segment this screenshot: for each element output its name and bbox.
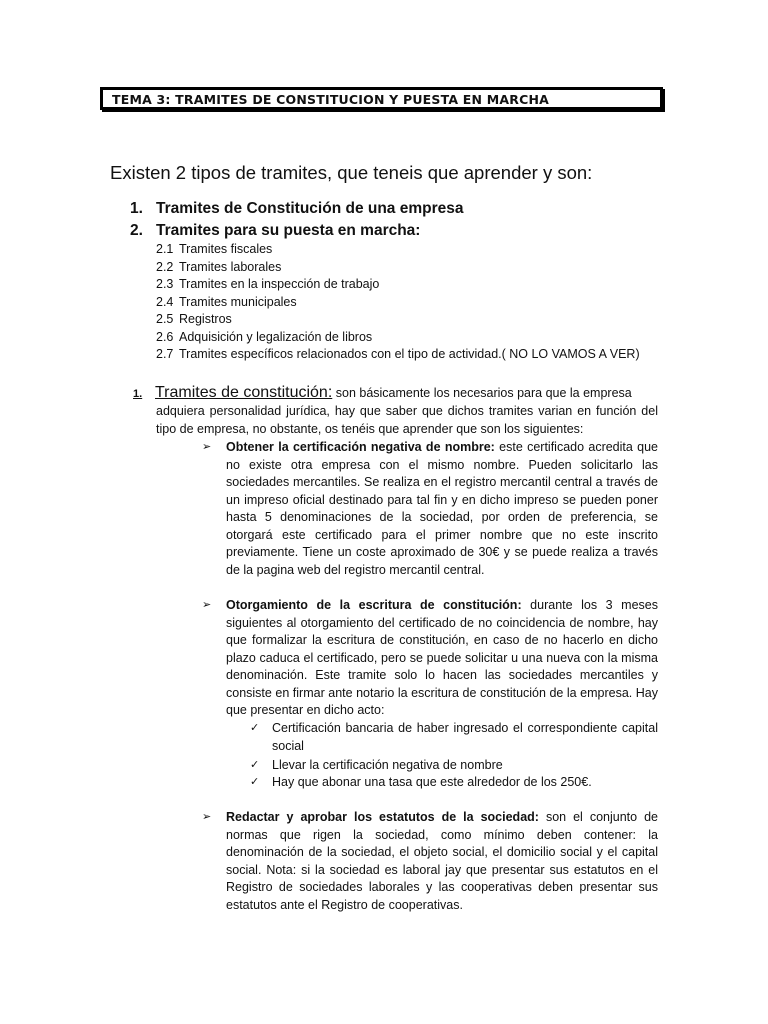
check-item [250,720,658,755]
list-label: Tramites en la inspección de trabajo [179,277,380,291]
checkmark-icon: ✓ [250,722,260,734]
check-text: Certificación bancaria de haber ingresado el correspondiente capital social [272,721,658,753]
arrow-bullet-icon: ➢ [202,599,212,611]
arrow-bullet-icon: ➢ [202,441,212,453]
list-number: 2.7 [156,347,174,361]
intro-text: Existen 2 tipos de tramites, que teneis que aprender y son: [110,162,593,183]
list-label: Adquisición y legalización de libros [179,329,373,344]
bullet-item [202,809,658,914]
sub-list-item [156,329,640,347]
bullet-text [226,597,658,720]
list-number: 2.1 [156,242,174,256]
list-number: 1. [130,200,143,217]
bullet-heading: Obtener la certificación negativa de nombre: [226,440,495,454]
checkmark-icon: ✓ [250,759,260,771]
bullet-item [202,439,658,579]
list-label: Tramites para su puesta en marcha: [156,222,421,239]
sub-list-item [156,294,640,312]
bullet-heading: Redactar y aprobar los estatutos de la sociedad: [226,810,539,824]
list-number: 2. [130,222,143,239]
main-list-item [130,198,464,220]
bullet-heading: Otorgamiento de la escritura de constitución: [226,598,522,612]
sub-list-item [156,311,640,329]
check-item [250,757,658,775]
list-number: 2.4 [156,294,174,309]
bullet-item [202,597,658,720]
list-number: 2.3 [156,277,174,291]
title-box [100,87,663,110]
sub-list-item [156,241,640,259]
list-label: Registros [179,312,232,326]
list-label: Tramites municipales [179,294,297,309]
check-text: Llevar la certificación negativa de nombre [272,758,503,772]
arrow-bullet-icon: ➢ [202,811,212,823]
sub-list [156,241,640,364]
bullet-text [226,439,658,579]
main-list [130,198,464,242]
check-text: Hay que abonar una tasa que este alrededor de los 250€. [272,775,592,789]
list-label: Tramites laborales [179,259,282,274]
sub-list-item [156,259,640,277]
section-number: 1. [133,388,143,400]
main-list-item [130,220,464,242]
bullet-body: son el conjunto de normas que rigen la sociedad, como mínimo deben contener: la denominación de la sociedad, el objeto social, el domicilio social y el capital social. Nota: si la sociedad es laboral jay que presentar sus estatutos en el Registro de sociedades laborales y las cooperativas deben presentar sus estatutos ante el Registro de cooperativas. [226,810,658,912]
list-number: 2.5 [156,312,174,326]
section-lead: son básicamente los necesarios para que la empresa [332,386,632,400]
list-label: Tramites fiscales [179,242,273,256]
list-label: Tramites de Constitución de una empresa [156,200,464,217]
sub-list-item [156,346,640,364]
bullet-body: durante los 3 meses siguientes al otorgamiento del certificado de no coincidencia de nombre, hay que formalizar la escritura de constitución, en caso de no hacerlo en dicho plazo caduca el certificado, pero se puede solicitar u una nueva con la misma denominación. Este tramite solo lo hacen las sociedades mercantiles y consiste en firmar ante notario la escritura de constitución de la empresa. Hay que presentar en dicho acto: [226,598,658,717]
list-number: 2.6 [156,329,174,344]
bullet-body: este certificado acredita que no existe otra empresa con el mismo nombre. Pueden solicitarlo las sociedades mercantiles. Se realiza en el registro mercantil central a través de un impreso oficial destinado para tal fin y en dicho impreso se pueden poner hasta 5 denominaciones de la sociedad, por orden de preferencia, se otorgará este certificado para el primer nombre que no este inscrito previamente. Tiene un coste aproximado de 30€ y se puede realiza a través de la pagina web del registro mercantil central. [226,440,658,577]
list-number: 2.2 [156,259,174,274]
section-title: Tramites de constitución: [155,384,333,401]
section-heading [133,384,657,404]
check-item [250,774,658,792]
document-title: TEMA 3: TRAMITES DE CONSTITUCION Y PUESTA EN MARCHA [112,92,550,107]
section-body: adquiera personalidad jurídica, hay que saber que dichos tramites varian en función del tipo de empresa, no obstante, os tenéis que aprender que son los siguientes: [156,404,658,436]
list-label: Tramites específicos relacionados con el tipo de actividad.( NO LO VAMOS A VER) [179,347,640,361]
bullet-text [226,809,658,914]
checkmark-icon: ✓ [250,776,260,788]
sub-list-item [156,276,640,294]
